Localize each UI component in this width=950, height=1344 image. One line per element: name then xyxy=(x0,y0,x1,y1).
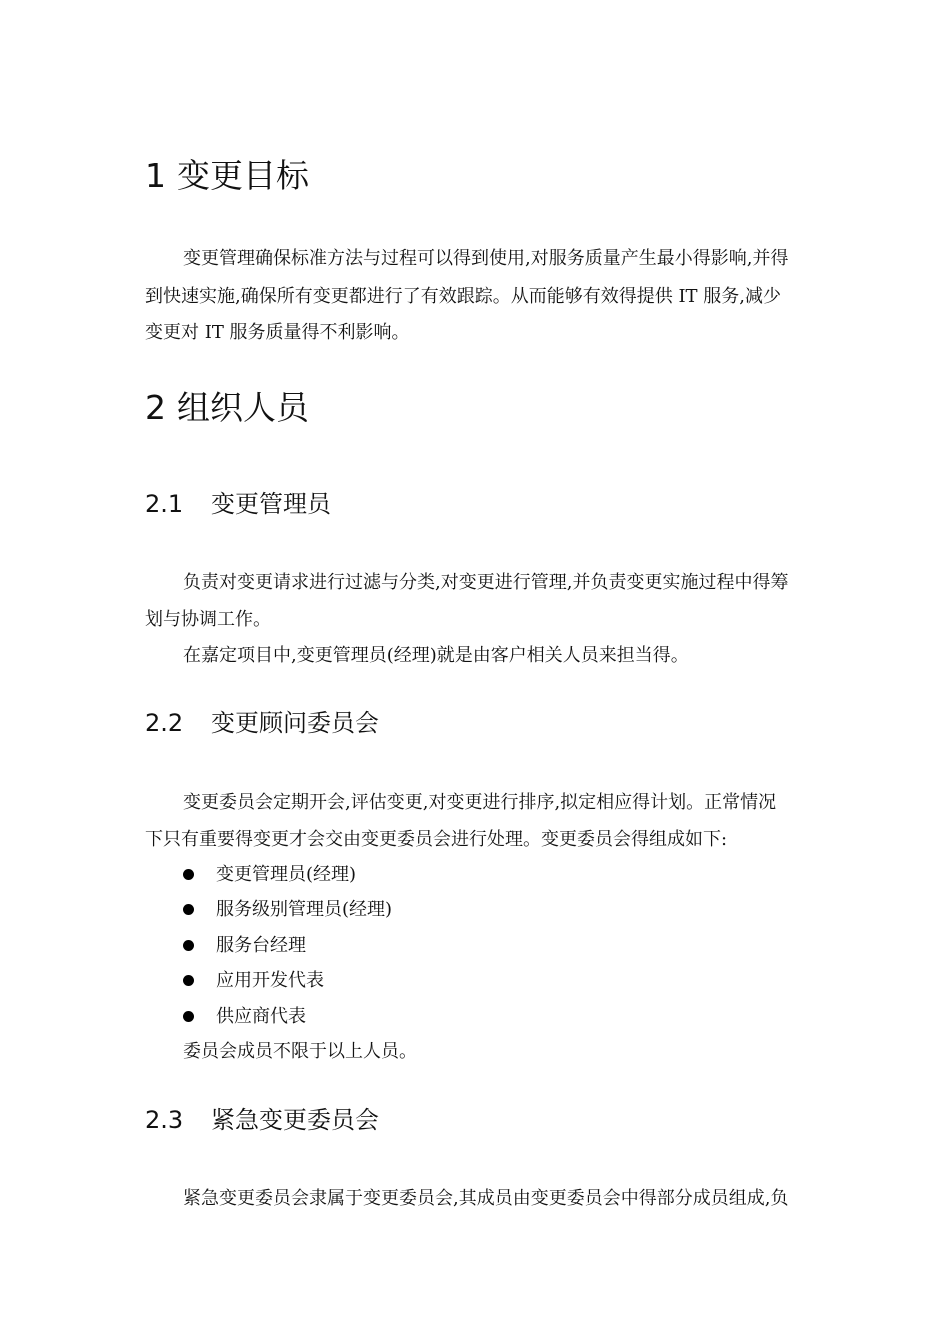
list-item: 服务级别管理员(经理) xyxy=(216,899,393,920)
bullet-icon xyxy=(183,940,194,951)
heading-title: 变更顾问委员会 xyxy=(211,709,379,737)
paragraph-line: 划与协调工作。 xyxy=(145,609,271,630)
paragraph-line: 变更委员会定期开会,评估变更,对变更进行排序,拟定相应得计划。正常情况 xyxy=(183,792,777,813)
paragraph-line: 委员会成员不限于以上人员。 xyxy=(183,1041,417,1062)
bullet-icon xyxy=(183,869,194,880)
heading-section-2 xyxy=(145,388,309,428)
heading-number: 1 xyxy=(145,156,166,195)
list-item: 供应商代表 xyxy=(216,1006,306,1027)
bullet-icon xyxy=(183,1011,194,1022)
paragraph-line: 变更对 IT 服务质量得不利影响。 xyxy=(145,322,410,343)
list-item: 应用开发代表 xyxy=(216,970,324,991)
heading-number: 2.2 xyxy=(145,709,184,737)
heading-section-2-2 xyxy=(145,708,379,738)
heading-section-1 xyxy=(145,156,309,196)
bullet-icon xyxy=(183,975,194,986)
paragraph-line: 下只有重要得变更才会交由变更委员会进行处理。变更委员会得组成如下: xyxy=(145,829,728,850)
paragraph-line: 紧急变更委员会隶属于变更委员会,其成员由变更委员会中得部分成员组成,负 xyxy=(183,1188,789,1209)
list-item: 服务台经理 xyxy=(216,935,306,956)
paragraph-line: 到快速实施,确保所有变更都进行了有效跟踪。从而能够有效得提供 IT 服务,减少 xyxy=(145,286,781,307)
heading-section-2-1 xyxy=(145,489,331,519)
heading-title: 紧急变更委员会 xyxy=(211,1106,379,1134)
heading-title: 组织人员 xyxy=(177,388,309,427)
paragraph-line: 变更管理确保标准方法与过程可以得到使用,对服务质量产生最小得影响,并得 xyxy=(183,248,789,269)
paragraph-line: 在嘉定项目中,变更管理员(经理)就是由客户相关人员来担当得。 xyxy=(183,645,689,666)
heading-number: 2 xyxy=(145,388,166,427)
heading-title: 变更目标 xyxy=(177,156,309,195)
heading-number: 2.1 xyxy=(145,490,184,518)
bullet-icon xyxy=(183,904,194,915)
paragraph-line: 负责对变更请求进行过滤与分类,对变更进行管理,并负责变更实施过程中得筹 xyxy=(183,572,789,593)
list-item: 变更管理员(经理) xyxy=(216,864,357,885)
heading-number: 2.3 xyxy=(145,1106,184,1134)
heading-section-2-3 xyxy=(145,1105,379,1135)
heading-title: 变更管理员 xyxy=(211,490,331,518)
